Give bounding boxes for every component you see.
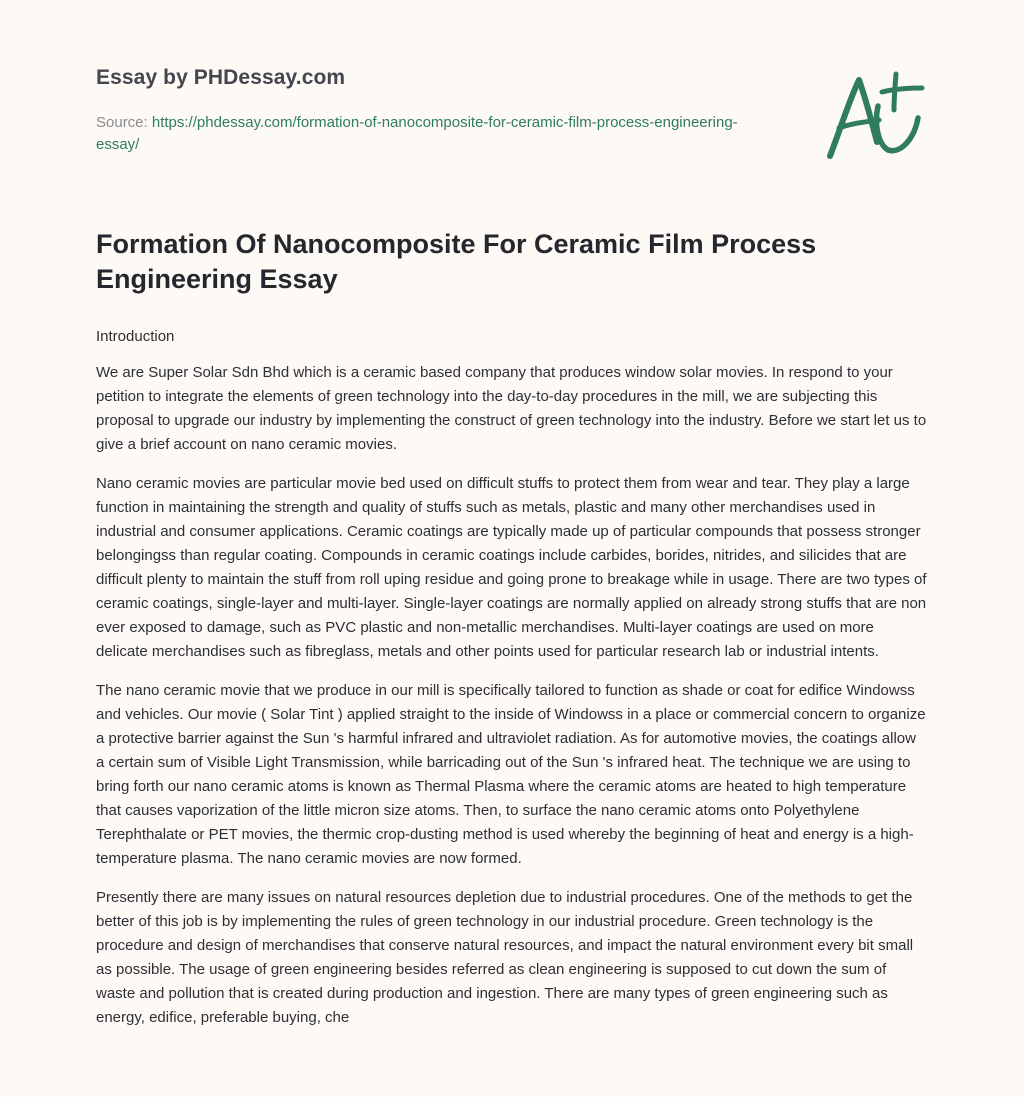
essay-paragraph: The nano ceramic movie that we produce in our mill is specifically tailored to function as shade or coat for edifice Windowss and vehicles. Our movie ( Solar Tint ) applied straight to the inside of Windowss in a place or commercial concern to organize a protective barrier against the Sun 's harmful infrared and ultraviolet radiation. As for automotive movies, the coatings allow a certain sum of Visible Light Transmission, while barricading out of the Sun 's infrared heat. The technique we are using to bring forth our nano ceramic atoms is known as Thermal Plasma where the ceramic atoms are heated to high temperature that causes vaporization of the little micron size atoms. Then, to surface the nano ceramic atoms onto Polyethylene Terephthalate or PET movies, the thermic crop-dusting method is used whereby the beginning of heat and energy is a high-temperature plasma. The nano ceramic movies are now formed. [96,682,926,867]
essay-paragraph: Nano ceramic movies are particular movie bed used on difficult stuffs to protect them from wear and tear. They play a large function in maintaining the strength and quality of stuffs such as metals, plastic and many other merchandises used in industrial and consumer applications. Ceramic coatings are typically made up of particular compounds that possess stronger belongingss than regular coating. Compounds in ceramic coatings include carbides, borides, nitrides, and silicides that are difficult plenty to maintain the stuff from roll uping residue and going prone to breakage while in usage. There are two types of ceramic coatings, single-layer and multi-layer. Single-layer coatings are normally applied on already strong stuffs that are non ever exposed to damage, such as PVC plastic and non-metallic merchandises. Multi-layer coatings are used on more delicate merchandises such as fibreglass, metals and other points used for particular research lab or industrial intents. [96,475,927,660]
intro-heading: Introduction [96,328,175,345]
a-plus-logo-icon [822,68,928,164]
site-brand: Essay by PHDessay.com [96,66,346,89]
source-line [96,112,746,156]
essay-title: Formation Of Nanocomposite For Ceramic Film Process Engineering Essay [96,229,817,294]
essay-paragraph: Presently there are many issues on natural resources depletion due to industrial procedures. One of the methods to get the better of this job is by implementing the rules of green technology in our industrial procedure. Green technology is the procedure and design of merchandises that conserve natural resources, and impact the natural environment every bit small as possible. The usage of green engineering besides referred as clean engineering is supposed to cut down the sum of waste and pollution that is created during production and ingestion. There are many types of green engineering such as energy, edifice, preferable buying, che [96,889,914,1026]
essay-body [96,325,928,1045]
source-label: Source: [96,114,148,131]
essay-paragraph: We are Super Solar Sdn Bhd which is a ceramic based company that produces window solar movies. In respond to your petition to integrate the elements of green technology into the day-to-day procedures in the mill, we are subjecting this proposal to upgrade our industry by implementing the construct of green technology into the industry. Before we start let us to give a brief account on nano ceramic movies. [96,364,927,453]
source-link[interactable]: https://phdessay.com/formation-of-nanocomposite-for-ceramic-film-process-engineering-essay/ [96,114,738,153]
